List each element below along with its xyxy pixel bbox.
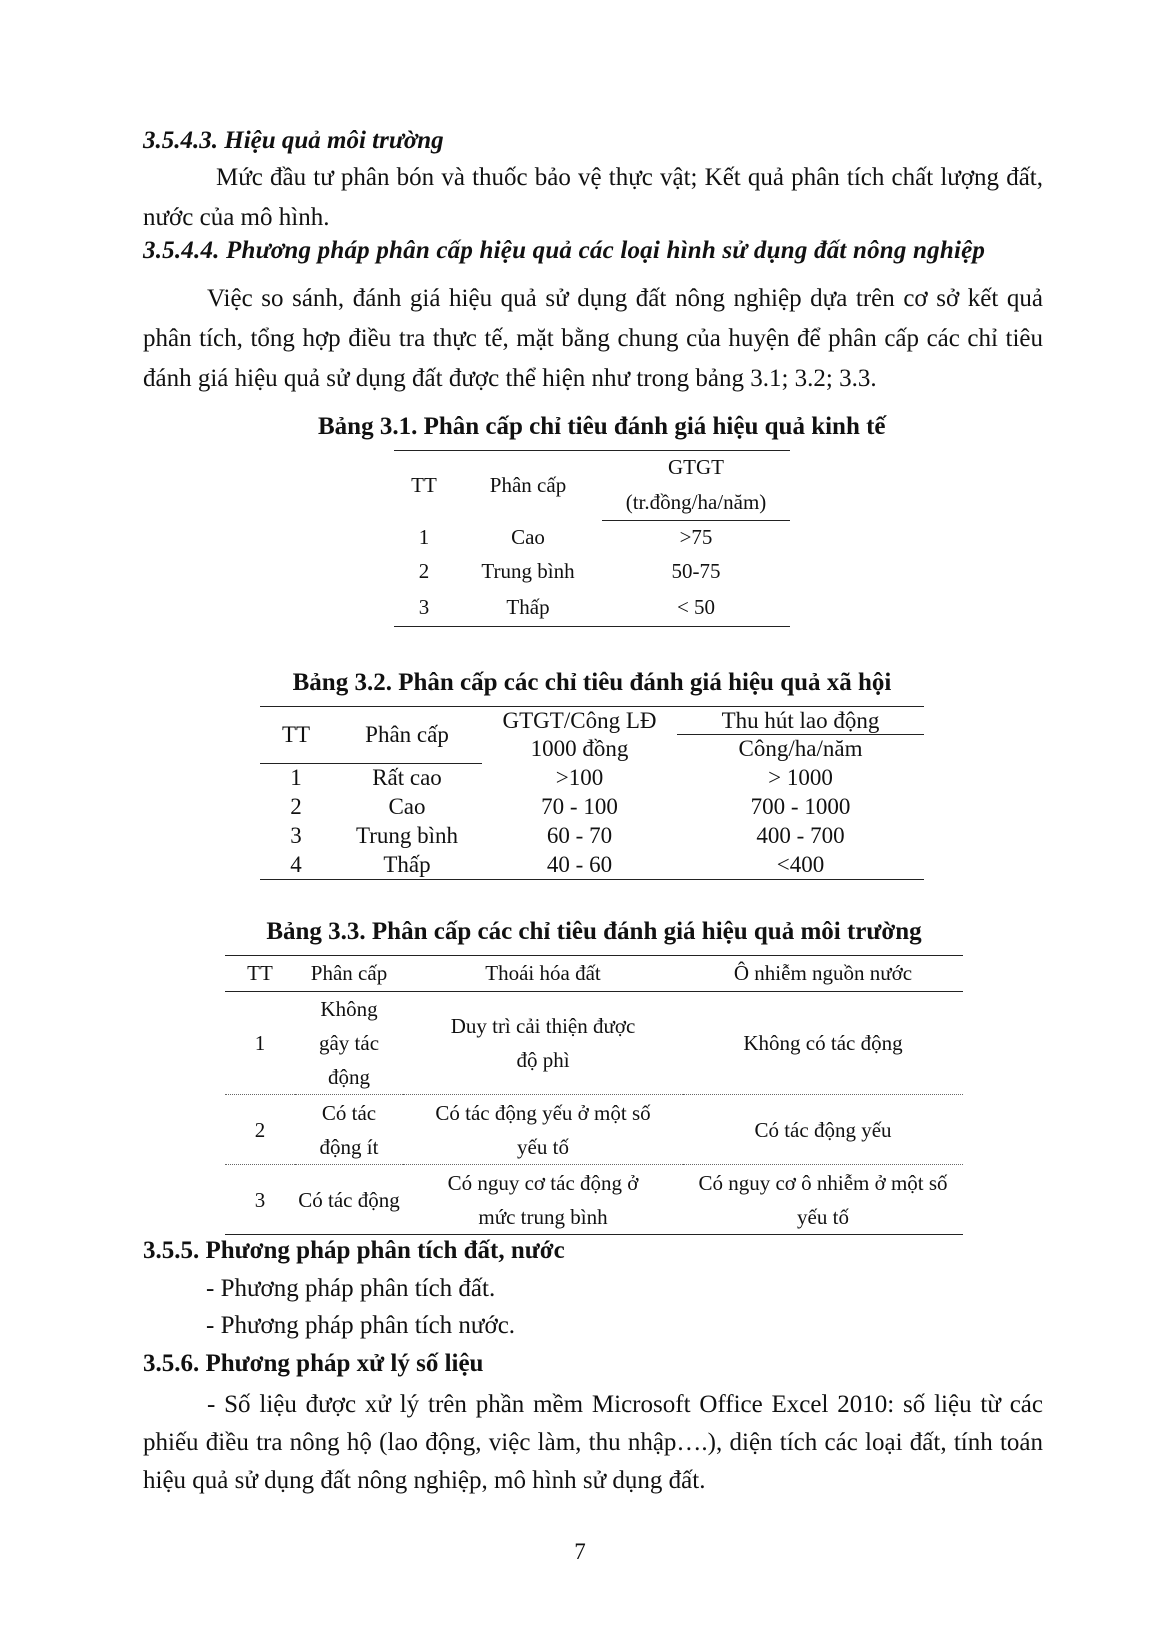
table-row xyxy=(225,992,963,1095)
table2-header-gtgt-unit: 1000 đồng xyxy=(530,736,629,761)
table3-header-onhiem: Ô nhiễm nguồn nước xyxy=(683,956,963,992)
table1-cell: 50-75 xyxy=(671,559,721,583)
table3-cell: Có nguy cơ ô nhiễm ở một số yếu tố xyxy=(683,1165,963,1235)
table-row xyxy=(260,793,924,822)
table2-cell: 700 - 1000 xyxy=(750,794,851,819)
table3-cell: Có nguy cơ tác động ở mức trung bình xyxy=(403,1165,683,1235)
table-row xyxy=(225,1165,963,1235)
table2-cell: Cao xyxy=(388,794,426,819)
list-item: - Phương pháp phân tích đất. xyxy=(206,1275,496,1302)
section-heading-355: 3.5.5. Phương pháp phân tích đất, nước xyxy=(143,1237,565,1264)
paragraph-356: - Số liệu được xử lý trên phần mềm Microsoft Office Excel 2010: số liệu từ các phiếu điều tra nông hộ (lao động, việc làm, thu nhập….), diện tích các loại đất, tính toán hiệu quả sử dụng đất nông nghiệp, mô hình sử dụng đất. xyxy=(143,1391,1043,1494)
table-row xyxy=(260,851,924,880)
section-heading-3544: 3.5.4.4. Phương pháp phân cấp hiệu quả các loại hình sử dụng đất nông nghiệp xyxy=(143,237,986,264)
table1-cell: 3 xyxy=(394,589,454,627)
table3-cell: Có tác động yếu xyxy=(683,1095,963,1165)
table3-cell: Có tác động ít xyxy=(295,1095,403,1165)
table3-cell: Không gây tác động xyxy=(295,992,403,1095)
table1-header-unit: (tr.đồng/ha/năm) xyxy=(602,485,790,521)
paragraph-3543: Mức đầu tư phân bón và thuốc bảo vệ thực vật; Kết quả phân tích chất lượng đất, nước của mô hình. xyxy=(143,164,1043,231)
table1-cell: Thấp xyxy=(454,589,602,627)
table2-cell: > 1000 xyxy=(768,765,833,790)
table2-caption: Bảng 3.2. Phân cấp các chỉ tiêu đánh giá hiệu quả xã hội xyxy=(292,669,892,696)
table-row xyxy=(260,764,924,793)
table2-header-tt: TT xyxy=(260,707,332,764)
table1-header-tt: TT xyxy=(394,451,454,521)
table3-cell: Có tác động yếu ở một số yếu tố xyxy=(403,1095,683,1165)
table2-header-thuhut: Thu hút lao động xyxy=(677,707,924,735)
table3-cell: Không có tác động xyxy=(683,992,963,1095)
table1 xyxy=(394,450,790,627)
table-row xyxy=(394,589,790,627)
table-row xyxy=(394,555,790,589)
table1-header-gtgt: GTGT xyxy=(602,451,790,485)
table3 xyxy=(225,955,963,1235)
table-row xyxy=(225,1095,963,1165)
table3-caption: Bảng 3.3. Phân cấp các chỉ tiêu đánh giá hiệu quả môi trường xyxy=(266,918,922,945)
table2-cell: >100 xyxy=(555,765,604,790)
table2-cell: 70 - 100 xyxy=(541,794,618,819)
table2-cell: Rất cao xyxy=(372,765,442,791)
table-row xyxy=(394,521,790,555)
paragraph-3544: Việc so sánh, đánh giá hiệu quả sử dụng đất nông nghiệp dựa trên cơ sở kết quả phân tích, tổng hợp điều tra thực tế, mặt bằng chung của huyện để phân cấp các chỉ tiêu đánh giá hiệu quả sử dụng đất được thể hiện như trong bảng 3.1; 3.2; 3.3. xyxy=(143,285,1043,392)
table3-cell: 2 xyxy=(225,1095,295,1165)
table2-cell: 60 - 70 xyxy=(546,823,613,848)
table1-cell: >75 xyxy=(679,525,713,550)
page-number: 7 xyxy=(574,1539,586,1564)
table2-cell: 1 xyxy=(290,765,302,791)
table3-header-tt: TT xyxy=(225,956,295,992)
table2-header-thuhut-unit: Công/ha/năm xyxy=(738,736,863,762)
table2-cell: 4 xyxy=(260,851,332,880)
table1-caption: Bảng 3.1. Phân cấp chỉ tiêu đánh giá hiệu quả kinh tế xyxy=(318,413,886,440)
table3-header-thoaihoa: Thoái hóa đất xyxy=(403,956,683,992)
table2-cell: 2 xyxy=(290,794,302,819)
table1-cell: < 50 xyxy=(602,589,790,627)
table3-cell: 1 xyxy=(225,992,295,1095)
table2-cell: <400 xyxy=(677,851,924,880)
table2-cell: Thấp xyxy=(332,851,482,880)
table-row xyxy=(260,822,924,851)
table3-cell: Duy trì cải thiện được độ phì xyxy=(403,992,683,1095)
table2-header-gtgt: GTGT/Công LĐ xyxy=(482,707,677,735)
table3-cell: Có tác động xyxy=(295,1165,403,1235)
table1-header-phancap: Phân cấp xyxy=(454,451,602,521)
table2-cell: 400 - 700 xyxy=(756,823,845,848)
table3-cell: 3 xyxy=(225,1165,295,1235)
section-heading-3543: 3.5.4.3. Hiệu quả môi trường xyxy=(143,127,444,154)
table2-cell: 40 - 60 xyxy=(482,851,677,880)
table2 xyxy=(260,706,924,880)
table2-cell: Trung bình xyxy=(355,823,459,848)
table2-cell: 3 xyxy=(290,823,302,848)
section-heading-356: 3.5.6. Phương pháp xử lý số liệu xyxy=(143,1350,484,1377)
table2-header-phancap: Phân cấp xyxy=(332,707,482,764)
table1-cell: 1 xyxy=(418,525,430,549)
list-item: - Phương pháp phân tích nước. xyxy=(206,1312,516,1339)
table3-header-phancap: Phân cấp xyxy=(295,956,403,992)
table1-cell: 2 xyxy=(418,559,430,583)
table1-cell: Trung bình xyxy=(481,559,575,583)
table1-cell: Cao xyxy=(511,525,545,549)
